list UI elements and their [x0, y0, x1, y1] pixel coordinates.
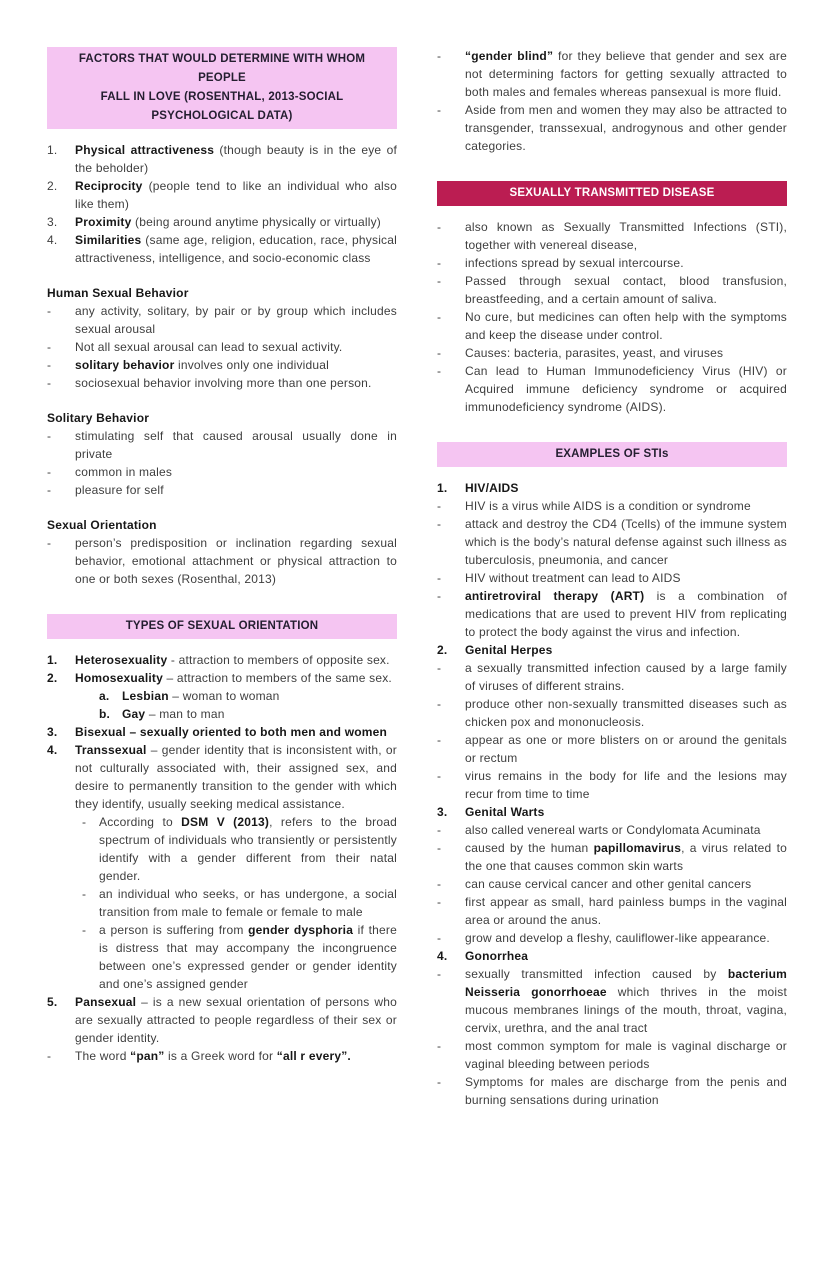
- text-segment: Pansexual: [75, 995, 137, 1009]
- text-segment: Homosexuality: [75, 671, 163, 685]
- text-segment: – gender identity that is inconsistent with, or not culturally associated with, their assigned sex, and desire to permanently transition to the gender with which they identify, usually seeking medical assistance.: [75, 743, 397, 811]
- item-text: [465, 893, 787, 929]
- text-segment: “pan”: [130, 1049, 165, 1063]
- list-item: [437, 47, 787, 101]
- text-segment: first appear as small, hard painless bumps in the vaginal area or around the anus.: [465, 895, 787, 927]
- text-segment: also known as Sexually Transmitted Infections (STI), together with venereal disease,: [465, 220, 787, 252]
- item-marker: -: [437, 1075, 442, 1089]
- text-segment: any activity, solitary, by pair or by group which includes sexual arousal: [75, 304, 397, 336]
- list-item: [47, 921, 397, 993]
- item-text: [99, 885, 397, 921]
- text-segment: , refers to the broad spectrum of individuals who transiently or persistently identify with a gender different from their natal gender.: [99, 815, 397, 883]
- list-item: [437, 875, 787, 893]
- item-marker: a.: [99, 689, 110, 703]
- text-segment: solitary behavior: [75, 358, 175, 372]
- list-item: [47, 213, 397, 231]
- list-item: [47, 356, 397, 374]
- text-segment: Lesbian: [122, 689, 169, 703]
- text-segment: produce other non-sexually transmitted diseases such as chicken pox and mononucleosis.: [465, 697, 787, 729]
- text-segment: a person is suffering from: [99, 923, 249, 937]
- text-segment: attack and destroy the CD4 (Tcells) of the immune system which is the body’s natural defense against such illness as tuberculosis, pneumonia, and cancer: [465, 517, 787, 567]
- item-marker: 3.: [47, 725, 58, 739]
- list-item: [437, 641, 787, 659]
- banner-line-text: TYPES OF SEXUAL ORIENTATION: [125, 620, 319, 632]
- list-item: [437, 695, 787, 731]
- text-segment: also called venereal warts or Condylomata Acuminata: [465, 823, 761, 837]
- item-marker: -: [47, 536, 52, 550]
- item-marker: -: [47, 483, 52, 497]
- item-text: [75, 741, 397, 813]
- item-marker: -: [437, 571, 442, 585]
- item-marker: -: [437, 517, 442, 531]
- list-item: [437, 965, 787, 1037]
- item-text: [465, 254, 787, 272]
- bullet-list: [47, 651, 397, 1065]
- text-segment: person’s predisposition or inclination regarding sexual behavior, emotional attachment or physical attraction to one or both sexes (Rosenthal, 2013): [75, 536, 397, 586]
- list-item: [437, 272, 787, 308]
- item-text: [465, 875, 787, 893]
- item-marker: -: [437, 346, 442, 360]
- text-segment: pleasure for self: [75, 483, 164, 497]
- text-segment: Similarities: [75, 233, 142, 247]
- text-segment: gender dysphoria: [248, 923, 354, 937]
- list-item: [47, 813, 397, 885]
- list-item: [47, 231, 397, 267]
- item-marker: -: [437, 931, 442, 945]
- item-text: [465, 272, 787, 308]
- bullet-list: [47, 302, 397, 392]
- item-text: [465, 101, 787, 155]
- text-segment: Not all sexual arousal can lead to sexual activity.: [75, 340, 343, 354]
- bullet-list: [47, 141, 397, 267]
- text-segment: HIV/AIDS: [465, 481, 519, 495]
- item-marker: 2.: [47, 179, 58, 193]
- list-item: [437, 515, 787, 569]
- text-segment: if there is distress that may accompany the incongruence between one’s expressed gender or gender identity and one’s assigned gender: [99, 923, 397, 991]
- list-item: [47, 534, 397, 588]
- text-segment: DSM V (2013): [181, 815, 270, 829]
- text-segment: Symptoms for males are discharge from the penis and burning sensations during urination: [465, 1075, 787, 1107]
- item-marker: -: [437, 895, 442, 909]
- text-segment: is a Greek word for: [164, 1049, 277, 1063]
- banner-line-text: SEXUALLY TRANSMITTED DISEASE: [509, 187, 715, 199]
- list-item: [437, 947, 787, 965]
- item-text: [465, 731, 787, 767]
- list-item: [437, 893, 787, 929]
- item-text: [75, 338, 397, 356]
- text-segment: sexually transmitted infection caused by: [465, 967, 728, 981]
- text-segment: sociosexual behavior involving more than one person.: [75, 376, 372, 390]
- item-text: [75, 231, 397, 267]
- right-column: [437, 47, 787, 1109]
- item-text: [465, 218, 787, 254]
- list-item: [47, 302, 397, 338]
- item-marker: -: [437, 310, 442, 324]
- list-item: [437, 1073, 787, 1109]
- text-segment: - attraction to members of opposite sex.: [167, 653, 390, 667]
- item-marker: -: [437, 661, 442, 675]
- text-segment: Gonorrhea: [465, 949, 529, 963]
- item-text: [465, 515, 787, 569]
- item-text: [75, 374, 397, 392]
- item-marker: -: [437, 103, 442, 117]
- item-marker: -: [82, 815, 87, 829]
- list-item: [47, 687, 397, 705]
- text-segment: – woman to woman: [168, 689, 280, 703]
- item-text: [75, 993, 397, 1047]
- item-marker: -: [437, 274, 442, 288]
- item-text: [465, 479, 787, 497]
- item-marker: -: [47, 340, 52, 354]
- item-text: [75, 534, 397, 588]
- item-text: [75, 141, 397, 177]
- text-segment: stimulating self that caused arousal usually done in private: [75, 429, 397, 461]
- subsection-heading: Solitary Behavior: [47, 411, 150, 425]
- item-marker: -: [47, 429, 52, 443]
- section-banner: [437, 442, 787, 467]
- item-marker: 1.: [437, 481, 448, 495]
- item-marker: -: [47, 1049, 52, 1063]
- item-marker: -: [437, 499, 442, 513]
- item-text: [465, 839, 787, 875]
- list-item: [47, 993, 397, 1047]
- item-marker: -: [82, 923, 87, 937]
- text-segment: Heterosexuality: [75, 653, 168, 667]
- text-segment: common in males: [75, 465, 173, 479]
- item-marker: -: [437, 220, 442, 234]
- item-text: [465, 659, 787, 695]
- text-segment: Physical attractiveness: [75, 143, 215, 157]
- item-text: [465, 1073, 787, 1109]
- text-segment: According to: [99, 815, 182, 829]
- text-segment: appear as one or more blisters on or around the genitals or rectum: [465, 733, 787, 765]
- subsection-heading: Human Sexual Behavior: [47, 286, 189, 300]
- text-segment: grow and develop a fleshy, cauliflower-like appearance.: [465, 931, 770, 945]
- item-text: [122, 687, 397, 705]
- list-item: [437, 659, 787, 695]
- text-segment: is a combination of medications that are used to prevent HIV from replicating to protect the body against the virus and infection.: [465, 589, 787, 639]
- item-marker: -: [47, 376, 52, 390]
- text-segment: HIV without treatment can lead to AIDS: [465, 571, 681, 585]
- item-text: [465, 344, 787, 362]
- item-marker: -: [437, 841, 442, 855]
- list-item: [47, 741, 397, 813]
- item-text: [99, 921, 397, 993]
- text-segment: Proximity: [75, 215, 132, 229]
- section-banner: [47, 614, 397, 639]
- list-item: [437, 254, 787, 272]
- list-item: [47, 885, 397, 921]
- list-item: [47, 338, 397, 356]
- item-marker: 4.: [47, 233, 58, 247]
- text-segment: (though beauty is in the eye of the beholder): [75, 143, 397, 175]
- text-segment: Causes: bacteria, parasites, yeast, and viruses: [465, 346, 724, 360]
- item-text: [465, 308, 787, 344]
- list-item: [47, 723, 397, 741]
- subsection-heading: Sexual Orientation: [47, 518, 157, 532]
- item-marker: -: [437, 49, 442, 63]
- item-marker: 3.: [47, 215, 58, 229]
- text-segment: can cause cervical cancer and other genital cancers: [465, 877, 752, 891]
- list-item: [437, 839, 787, 875]
- item-marker: -: [47, 358, 52, 372]
- text-segment: (same age, religion, education, race, physical attractiveness, intelligence, and socio-economic class: [75, 233, 397, 265]
- item-text: [75, 1047, 397, 1065]
- list-item: [437, 218, 787, 254]
- list-item: [437, 479, 787, 497]
- text-segment: (people tend to like an individual who also like them): [75, 179, 397, 211]
- item-text: [75, 723, 397, 741]
- list-item: [437, 362, 787, 416]
- banner-line-text: EXAMPLES OF STIs: [555, 448, 669, 460]
- text-segment: HIV is a virus while AIDS is a condition or syndrome: [465, 499, 751, 513]
- item-marker: -: [47, 465, 52, 479]
- item-marker: 2.: [47, 671, 58, 685]
- item-marker: -: [437, 589, 442, 603]
- bullet-list: [47, 534, 397, 588]
- item-marker: 4.: [437, 949, 448, 963]
- bullet-list: [437, 479, 787, 1109]
- list-item: [47, 651, 397, 669]
- banner-line-text: FALL IN LOVE (ROSENTHAL, 2013-SOCIAL: [100, 91, 344, 103]
- item-text: [75, 651, 397, 669]
- list-item: [437, 929, 787, 947]
- text-segment: “gender blind”: [465, 49, 554, 63]
- list-item: [437, 803, 787, 821]
- text-segment: – is a new sexual orientation of persons who are sexually attracted to people regardless of their sex or gender identity.: [75, 995, 397, 1045]
- item-text: [75, 427, 397, 463]
- list-item: [437, 767, 787, 803]
- text-segment: which thrives in the moist mucous membranes linings of the mouth, throat, vagina, cervix, urethra, and the anal tract: [465, 985, 787, 1035]
- list-item: [47, 481, 397, 499]
- item-text: [465, 821, 787, 839]
- text-segment: antiretroviral therapy (ART): [465, 589, 645, 603]
- list-item: [437, 101, 787, 155]
- item-marker: 5.: [47, 995, 58, 1009]
- item-marker: -: [437, 769, 442, 783]
- list-item: [437, 587, 787, 641]
- item-marker: -: [437, 256, 442, 270]
- item-text: [465, 587, 787, 641]
- list-item: [437, 497, 787, 515]
- text-segment: “all r every”.: [276, 1049, 351, 1063]
- text-segment: Transsexual: [75, 743, 147, 757]
- text-segment: for they believe that gender and sex are not determining factors for getting sexually attracted to both males and females whereas pansexual is more fluid.: [465, 49, 787, 99]
- item-text: [465, 362, 787, 416]
- item-text: [75, 302, 397, 338]
- item-marker: -: [437, 733, 442, 747]
- item-text: [465, 767, 787, 803]
- text-segment: most common symptom for male is vaginal discharge or vaginal bleeding between periods: [465, 1039, 787, 1071]
- bullet-list: [437, 218, 787, 416]
- text-segment: papillomavirus: [593, 841, 682, 855]
- item-marker: 2.: [437, 643, 448, 657]
- item-marker: b.: [99, 707, 111, 721]
- item-text: [465, 947, 787, 965]
- item-text: [75, 669, 397, 687]
- list-item: [47, 177, 397, 213]
- item-marker: -: [437, 823, 442, 837]
- item-text: [465, 497, 787, 515]
- item-text: [465, 641, 787, 659]
- text-segment: Can lead to Human Immunodeficiency Virus (HIV) or Acquired immune deficiency syndrome or acquired immunodeficiency syndrome (AIDS).: [465, 364, 787, 414]
- text-segment: Genital Warts: [465, 805, 545, 819]
- item-marker: 1.: [47, 143, 58, 157]
- text-segment: virus remains in the body for life and the lesions may recur from time to time: [465, 769, 787, 801]
- text-segment: (being around anytime physically or virtually): [131, 215, 382, 229]
- item-text: [75, 213, 397, 231]
- list-item: [437, 1037, 787, 1073]
- list-item: [437, 308, 787, 344]
- text-segment: No cure, but medicines can often help with the symptoms and keep the disease under control.: [465, 310, 787, 342]
- item-marker: -: [82, 887, 87, 901]
- list-item: [47, 141, 397, 177]
- item-text: [75, 177, 397, 213]
- item-text: [99, 813, 397, 885]
- item-marker: 1.: [47, 653, 58, 667]
- text-segment: infections spread by sexual intercourse.: [465, 256, 684, 270]
- text-segment: involves only one individual: [174, 358, 329, 372]
- item-text: [75, 463, 397, 481]
- list-item: [47, 427, 397, 463]
- text-segment: Reciprocity: [75, 179, 143, 193]
- list-item: [437, 821, 787, 839]
- item-text: [122, 705, 397, 723]
- item-marker: 4.: [47, 743, 58, 757]
- list-item: [47, 463, 397, 481]
- list-item: [47, 669, 397, 687]
- bullet-list: [47, 427, 397, 499]
- text-segment: – attraction to members of the same sex.: [162, 671, 392, 685]
- item-text: [75, 481, 397, 499]
- item-marker: -: [437, 364, 442, 378]
- item-text: [465, 929, 787, 947]
- text-segment: – man to man: [145, 707, 225, 721]
- list-item: [437, 569, 787, 587]
- text-segment: The word: [75, 1049, 131, 1063]
- text-segment: , a virus related to the one that causes common skin warts: [465, 841, 787, 873]
- item-marker: -: [437, 697, 442, 711]
- text-segment: a sexually transmitted infection caused by a large family of viruses of different strains.: [465, 661, 787, 693]
- item-text: [465, 965, 787, 1037]
- text-segment: caused by the human: [465, 841, 594, 855]
- section-banner: [47, 47, 397, 129]
- item-marker: -: [437, 967, 442, 981]
- text-segment: Bisexual – sexually oriented to both men and women: [75, 725, 388, 739]
- item-marker: -: [47, 304, 52, 318]
- item-marker: -: [437, 1039, 442, 1053]
- item-text: [465, 803, 787, 821]
- item-text: [465, 1037, 787, 1073]
- item-marker: -: [437, 877, 442, 891]
- list-item: [47, 705, 397, 723]
- banner-line-text: PSYCHOLOGICAL DATA): [151, 110, 293, 122]
- banner-line-text: FACTORS THAT WOULD DETERMINE WITH WHOM PEOPLE: [78, 53, 366, 84]
- text-segment: Genital Herpes: [465, 643, 553, 657]
- item-text: [465, 695, 787, 731]
- bullet-list: [437, 47, 787, 155]
- left-column: [47, 47, 397, 1065]
- list-item: [437, 344, 787, 362]
- section-banner: [437, 181, 787, 206]
- item-text: [465, 47, 787, 101]
- text-segment: Gay: [122, 707, 146, 721]
- list-item: [47, 374, 397, 392]
- list-item: [437, 731, 787, 767]
- text-segment: Passed through sexual contact, blood transfusion, breastfeeding, and a certain amount of saliva.: [465, 274, 787, 306]
- text-segment: an individual who seeks, or has undergone, a social transition from male to female or female to male: [99, 887, 397, 919]
- list-item: [47, 1047, 397, 1065]
- text-segment: Aside from men and women they may also be attracted to transgender, transsexual, androgynous and other gender categories.: [465, 103, 787, 153]
- item-marker: 3.: [437, 805, 448, 819]
- item-text: [75, 356, 397, 374]
- item-text: [465, 569, 787, 587]
- text-segment: bacterium Neisseria gonorrhoeae: [465, 967, 787, 999]
